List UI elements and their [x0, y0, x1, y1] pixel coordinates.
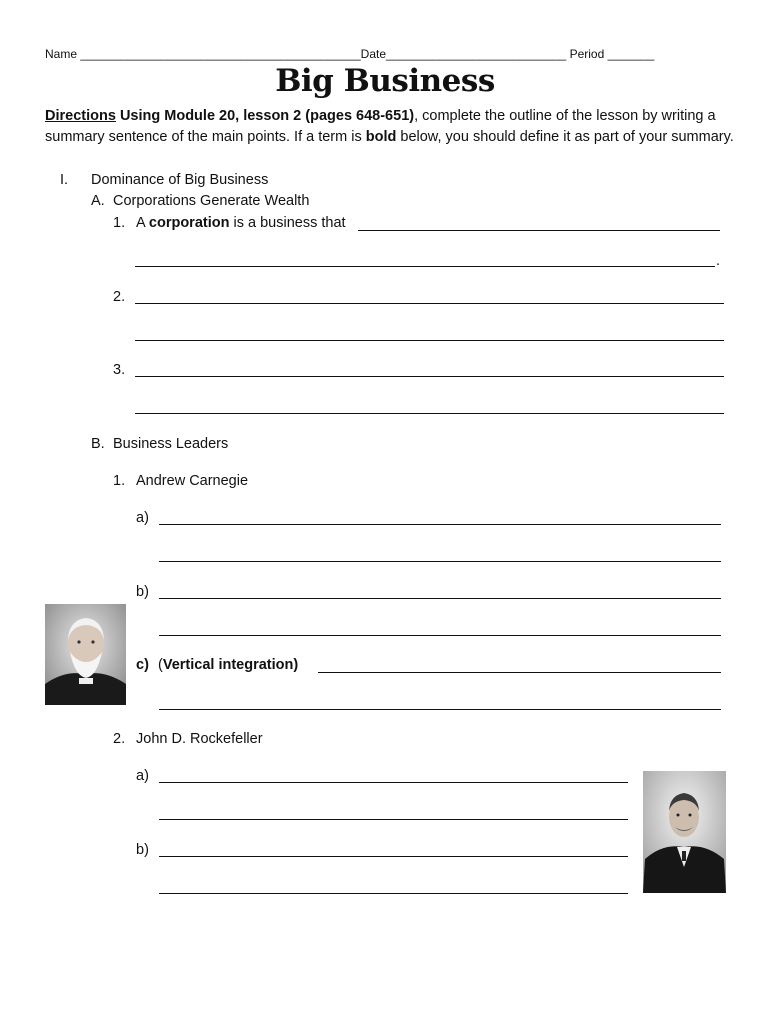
a2-answer-line-2[interactable] — [135, 340, 724, 341]
directions-paragraph — [45, 106, 735, 148]
name-blank[interactable]: __________________________________________ — [80, 47, 361, 61]
a1-answer-line-1[interactable] — [358, 230, 720, 231]
a3-answer-line-1[interactable] — [135, 376, 724, 377]
outline-b-label: Business Leaders — [113, 436, 229, 452]
b1b-answer-line-1[interactable] — [159, 598, 721, 599]
directions-module: Using Module 20, lesson 2 (pages 648-651) — [119, 108, 415, 124]
name-label: Name — [45, 47, 78, 61]
directions-text-1: , complete the outline of the lesson by writing a summary sentence of the main points. If a term is — [45, 108, 716, 145]
outline-b2-label: John D. Rockefeller — [136, 731, 263, 747]
period-blank[interactable]: _______ — [607, 47, 655, 61]
date-blank[interactable]: ___________________________ — [386, 47, 567, 61]
outline-b2-num: 2. — [113, 731, 126, 747]
b1c-answer-line-2[interactable] — [159, 709, 721, 710]
directions-bold-word: bold — [365, 129, 397, 145]
b1a-answer-line-1[interactable] — [159, 524, 721, 525]
carnegie-portrait-icon — [45, 604, 126, 705]
a1-prefix: A — [136, 215, 149, 231]
outline-a1-num: 1. — [113, 215, 126, 231]
carnegie-photo — [45, 604, 126, 705]
a1-answer-line-2[interactable] — [135, 266, 715, 267]
outline-roman-1-label: Dominance of Big Business — [91, 172, 269, 188]
outline-a2-num: 2. — [113, 289, 126, 305]
directions-label: Directions — [45, 108, 116, 124]
b1a-label: a) — [136, 510, 149, 526]
b1c-label: c) — [136, 657, 149, 673]
outline-a-label: Corporations Generate Wealth — [113, 193, 310, 209]
a1-period: . — [716, 253, 721, 269]
rockefeller-portrait-icon — [643, 771, 726, 893]
a1-term: corporation — [148, 215, 230, 231]
b1c-term-wrap — [158, 657, 298, 673]
date-label: Date — [360, 47, 387, 61]
b2b-answer-line-1[interactable] — [159, 856, 628, 857]
a2-answer-line-1[interactable] — [135, 303, 724, 304]
b2a-answer-line-1[interactable] — [159, 782, 628, 783]
b1b-label: b) — [136, 584, 149, 600]
outline-b1-label: Andrew Carnegie — [136, 473, 249, 489]
outline-a1-text — [136, 215, 346, 231]
a3-answer-line-2[interactable] — [135, 413, 724, 414]
outline-a3-num: 3. — [113, 362, 126, 378]
directions-text-2: below, you should define it as part of your summary. — [396, 129, 734, 145]
outline-b1-num: 1. — [113, 473, 126, 489]
rockefeller-photo — [643, 771, 726, 893]
b2a-answer-line-2[interactable] — [159, 819, 628, 820]
b1c-open-paren: ( — [158, 657, 163, 673]
outline-roman-1-num: I. — [60, 172, 69, 188]
b2b-label: b) — [136, 842, 149, 858]
b2a-label: a) — [136, 768, 149, 784]
page-title: Big Business — [275, 63, 495, 99]
header-line — [45, 47, 654, 61]
b1a-answer-line-2[interactable] — [159, 561, 721, 562]
b1c-answer-line-1[interactable] — [318, 672, 721, 673]
b1b-answer-line-2[interactable] — [159, 635, 721, 636]
outline-b-num: B. — [91, 436, 105, 452]
a1-suffix: is a business that — [229, 215, 346, 231]
outline-a-num: A. — [91, 193, 105, 209]
b2b-answer-line-2[interactable] — [159, 893, 628, 894]
b1c-term: Vertical integration) — [162, 657, 299, 673]
period-label: Period — [569, 47, 605, 61]
